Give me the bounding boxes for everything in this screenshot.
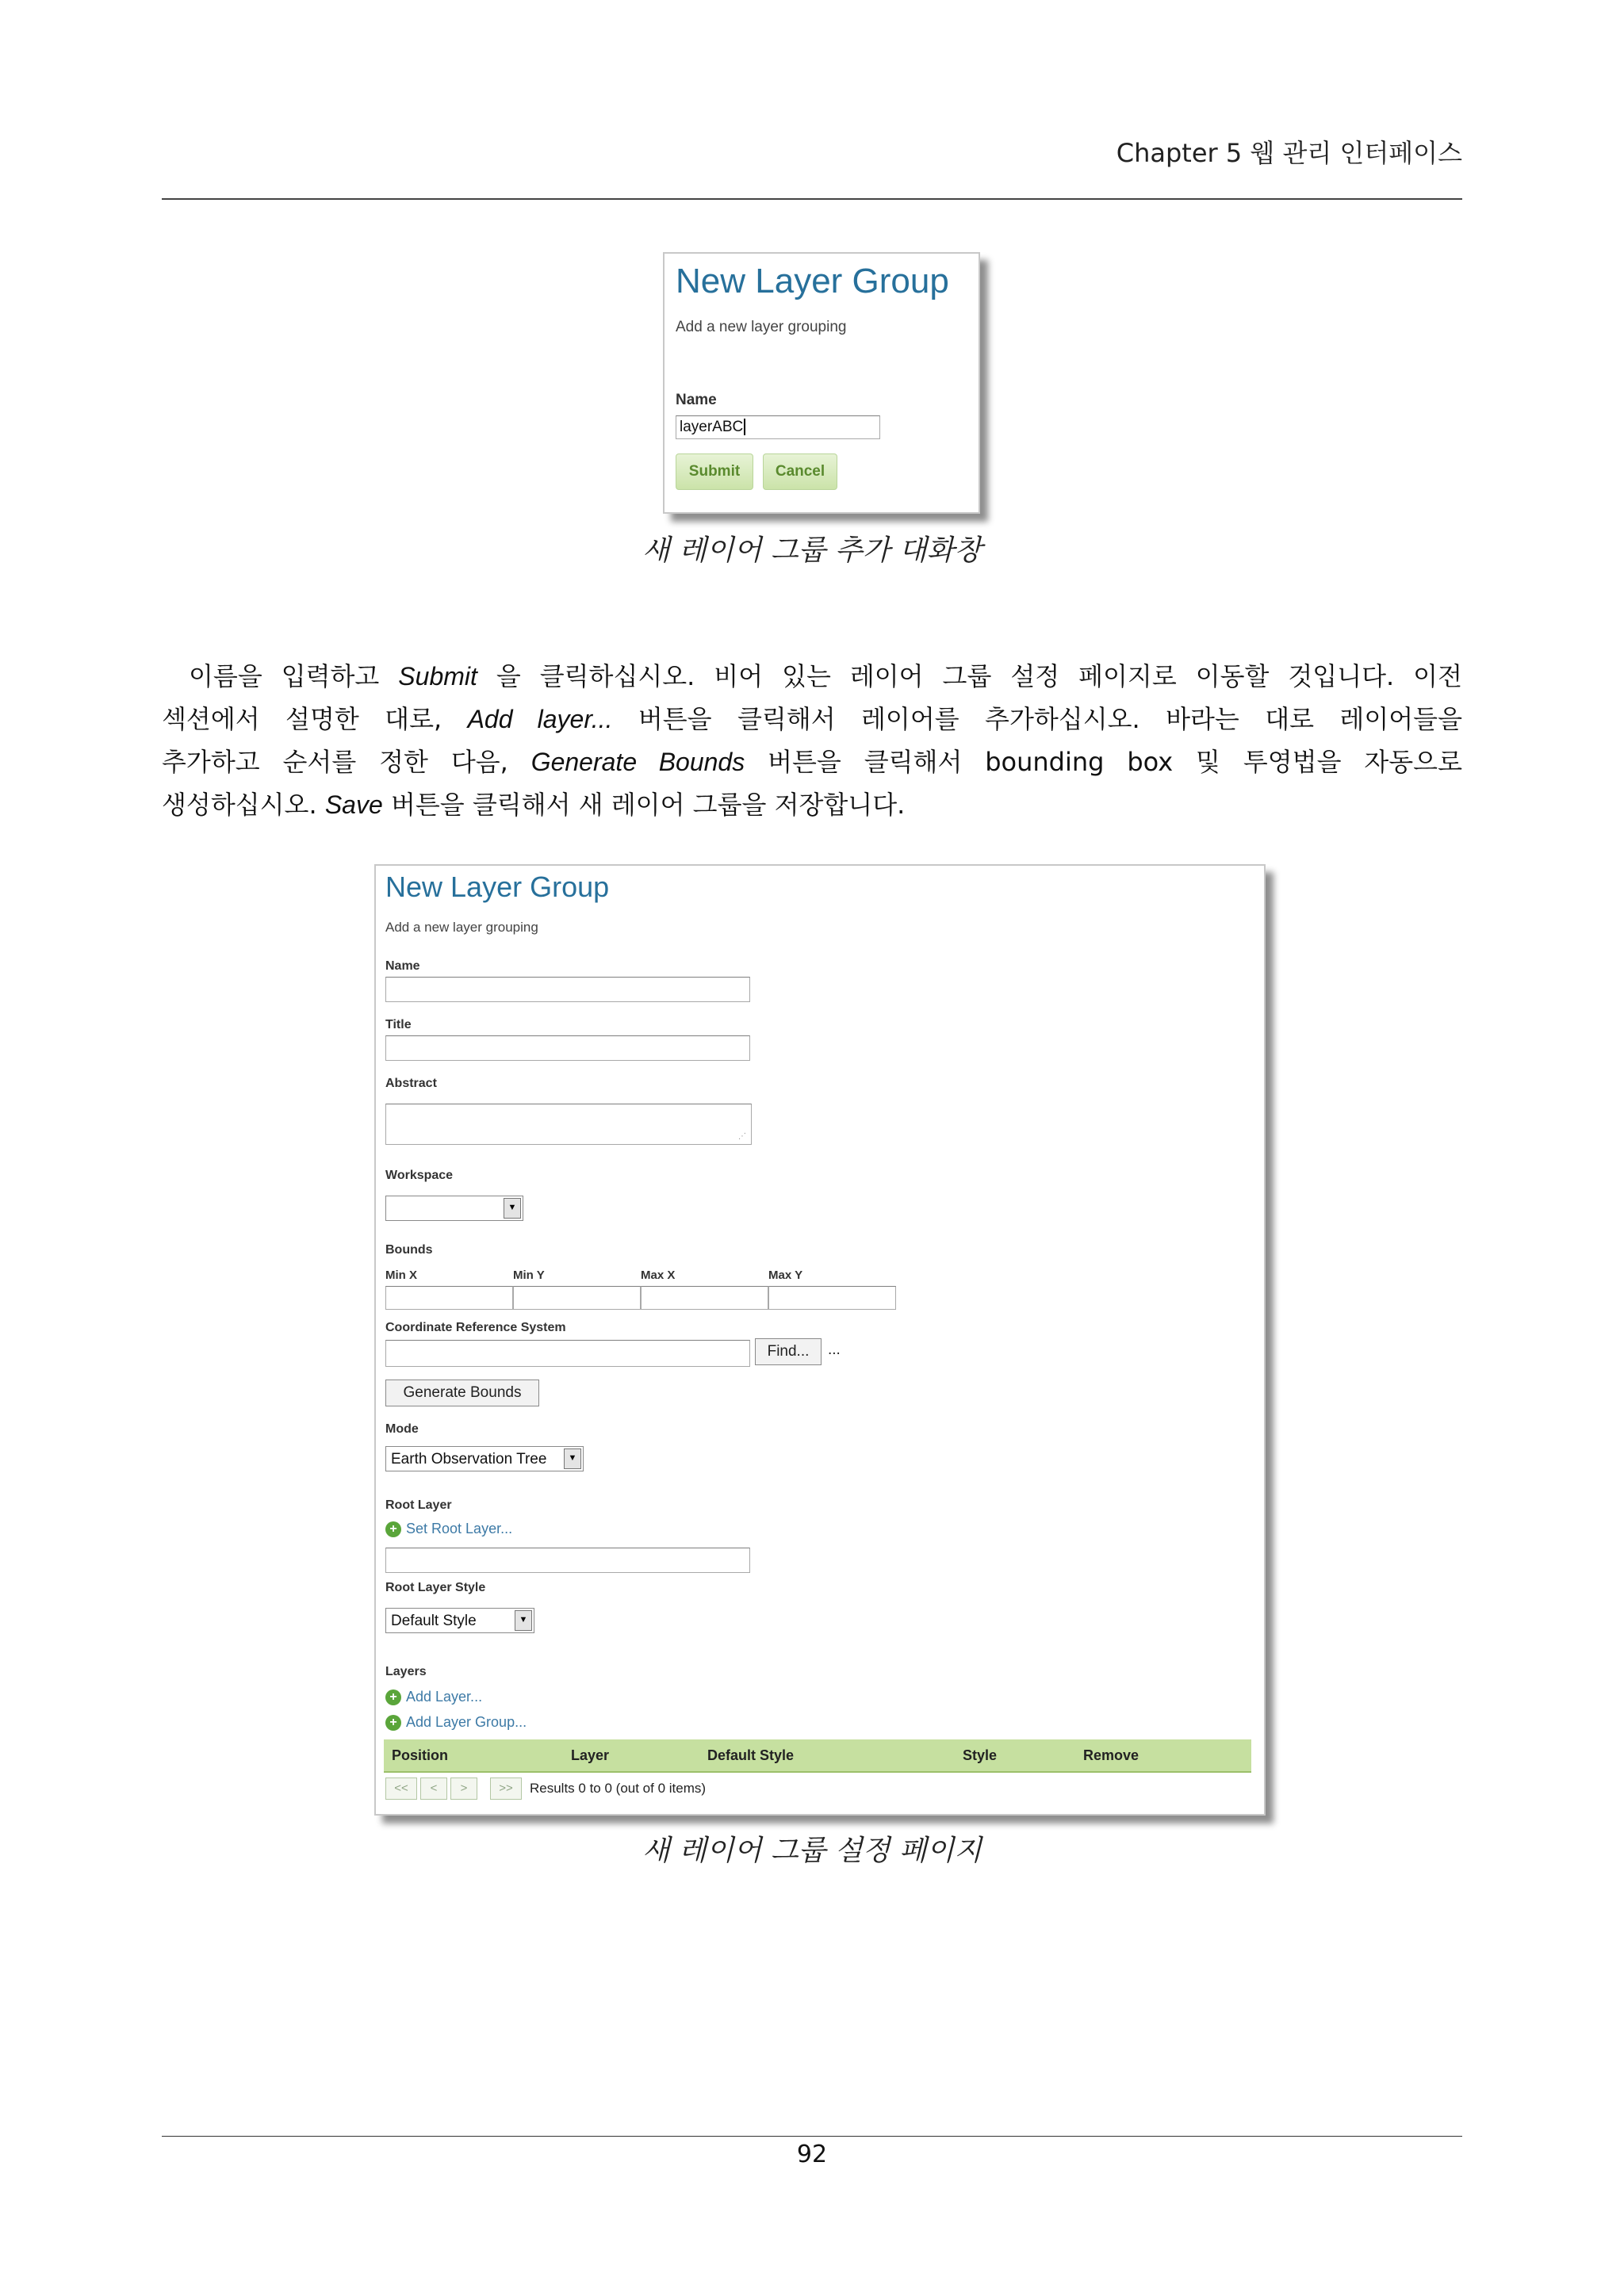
caption-form: 새 레이어 그룹 설정 페이지 (642, 1835, 982, 1867)
add-layer-group-text: Add Layer Group... (406, 1714, 527, 1730)
set-root-layer-link[interactable] (385, 1521, 512, 1537)
name-label: Name (676, 392, 717, 408)
form-title-input[interactable] (385, 1035, 750, 1061)
add-icon: + (385, 1689, 401, 1705)
root-layer-style-value: Default Style (391, 1613, 477, 1629)
col-layer[interactable]: Layer (571, 1747, 610, 1763)
min-y-label: Min Y (513, 1269, 545, 1282)
mode-select-value: Earth Observation Tree (391, 1451, 547, 1468)
chevron-down-icon[interactable]: ▼ (564, 1448, 581, 1469)
paragraph-line-3: 추가하고 순서를 정한 다음, Generate Bounds 버튼을 클릭해서 bounding box 및 투영법을 자동으로 (162, 747, 1463, 777)
cancel-button[interactable]: Cancel (763, 453, 837, 490)
root-layer-input[interactable] (385, 1548, 750, 1573)
root-layer-style-label: Root Layer Style (385, 1581, 486, 1594)
min-x-input[interactable] (385, 1286, 513, 1310)
form-abstract-textarea[interactable] (385, 1104, 752, 1145)
min-x-label: Min X (385, 1269, 417, 1282)
chevron-down-icon[interactable]: ▼ (504, 1198, 521, 1219)
new-layer-group-form (374, 864, 1266, 1816)
form-title-label: Title (385, 1018, 412, 1031)
col-remove[interactable]: Remove (1083, 1747, 1139, 1763)
col-style[interactable]: Style (963, 1747, 998, 1763)
max-y-label: Max Y (768, 1269, 803, 1282)
root-layer-style-select[interactable] (385, 1608, 534, 1633)
resize-grip-icon[interactable]: ⋰ (738, 1132, 746, 1141)
form-bounds-label: Bounds (385, 1243, 433, 1257)
col-default-style[interactable]: Default Style (707, 1747, 795, 1763)
add-icon: + (385, 1521, 401, 1537)
crs-label: Coordinate Reference System (385, 1321, 566, 1334)
mode-select[interactable] (385, 1446, 584, 1471)
page-number: 92 (796, 2141, 828, 2168)
pager-first[interactable]: << (385, 1777, 417, 1800)
form-subtitle: Add a new layer grouping (385, 920, 538, 935)
mode-label: Mode (385, 1422, 419, 1436)
set-root-layer-text: Set Root Layer... (406, 1521, 513, 1536)
header-rule (162, 198, 1462, 200)
paragraph-line-2: 섹션에서 설명한 대로, Add layer... 버튼을 클릭해서 레이어를 추가하십시오. 바라는 대로 레이어들을 (162, 704, 1462, 734)
add-layer-group-link[interactable] (385, 1714, 527, 1731)
crs-input[interactable] (385, 1340, 750, 1367)
chevron-down-icon[interactable]: ▼ (515, 1610, 532, 1631)
pager-last[interactable]: >> (490, 1777, 522, 1800)
generate-bounds-button[interactable]: Generate Bounds (385, 1380, 539, 1406)
chapter-header: Chapter 5 웹 관리 인터페이스 (1116, 138, 1462, 168)
root-layer-label: Root Layer (385, 1498, 452, 1512)
pager (385, 1777, 940, 1801)
results-text: Results 0 to 0 (out of 0 items) (530, 1781, 707, 1796)
max-x-label: Max X (641, 1269, 676, 1282)
add-layer-link[interactable] (385, 1689, 482, 1705)
paragraph-line-1: 이름을 입력하고 Submit 을 클릭하십시오. 비어 있는 레이어 그룹 설정 페이지로 이동할 것입니다. 이전 (189, 661, 1462, 691)
form-title: New Layer Group (385, 871, 610, 903)
dialog-title: New Layer Group (676, 262, 949, 300)
paragraph-line-4: 생성하십시오. Save 버튼을 클릭해서 새 레이어 그룹을 저장합니다. (162, 790, 906, 820)
footer-rule (162, 2136, 1462, 2137)
max-x-input[interactable] (641, 1286, 768, 1310)
add-icon: + (385, 1715, 401, 1731)
pager-next[interactable]: > (450, 1777, 477, 1800)
submit-button[interactable]: Submit (676, 453, 753, 490)
max-y-input[interactable] (768, 1286, 896, 1310)
min-y-input[interactable] (513, 1286, 641, 1310)
form-name-label: Name (385, 959, 420, 973)
col-position[interactable]: Position (392, 1747, 448, 1763)
name-input[interactable] (676, 415, 880, 439)
form-abstract-label: Abstract (385, 1077, 437, 1090)
layers-table-header (384, 1739, 1251, 1773)
form-name-input[interactable] (385, 977, 750, 1002)
add-layer-text: Add Layer... (406, 1689, 483, 1705)
body-paragraph (162, 655, 1462, 826)
crs-ellipsis: ... (828, 1341, 841, 1358)
pager-prev[interactable]: < (420, 1777, 447, 1800)
new-layer-group-dialog (663, 252, 980, 514)
dialog-subtitle: Add a new layer grouping (676, 319, 847, 335)
name-input-value: layerABC (680, 419, 744, 435)
form-workspace-label: Workspace (385, 1169, 454, 1182)
find-crs-button[interactable]: Find... (755, 1338, 822, 1365)
caption-dialog: 새 레이어 그룹 추가 대화창 (642, 534, 982, 567)
workspace-select[interactable] (385, 1196, 523, 1221)
layers-label: Layers (385, 1665, 427, 1678)
